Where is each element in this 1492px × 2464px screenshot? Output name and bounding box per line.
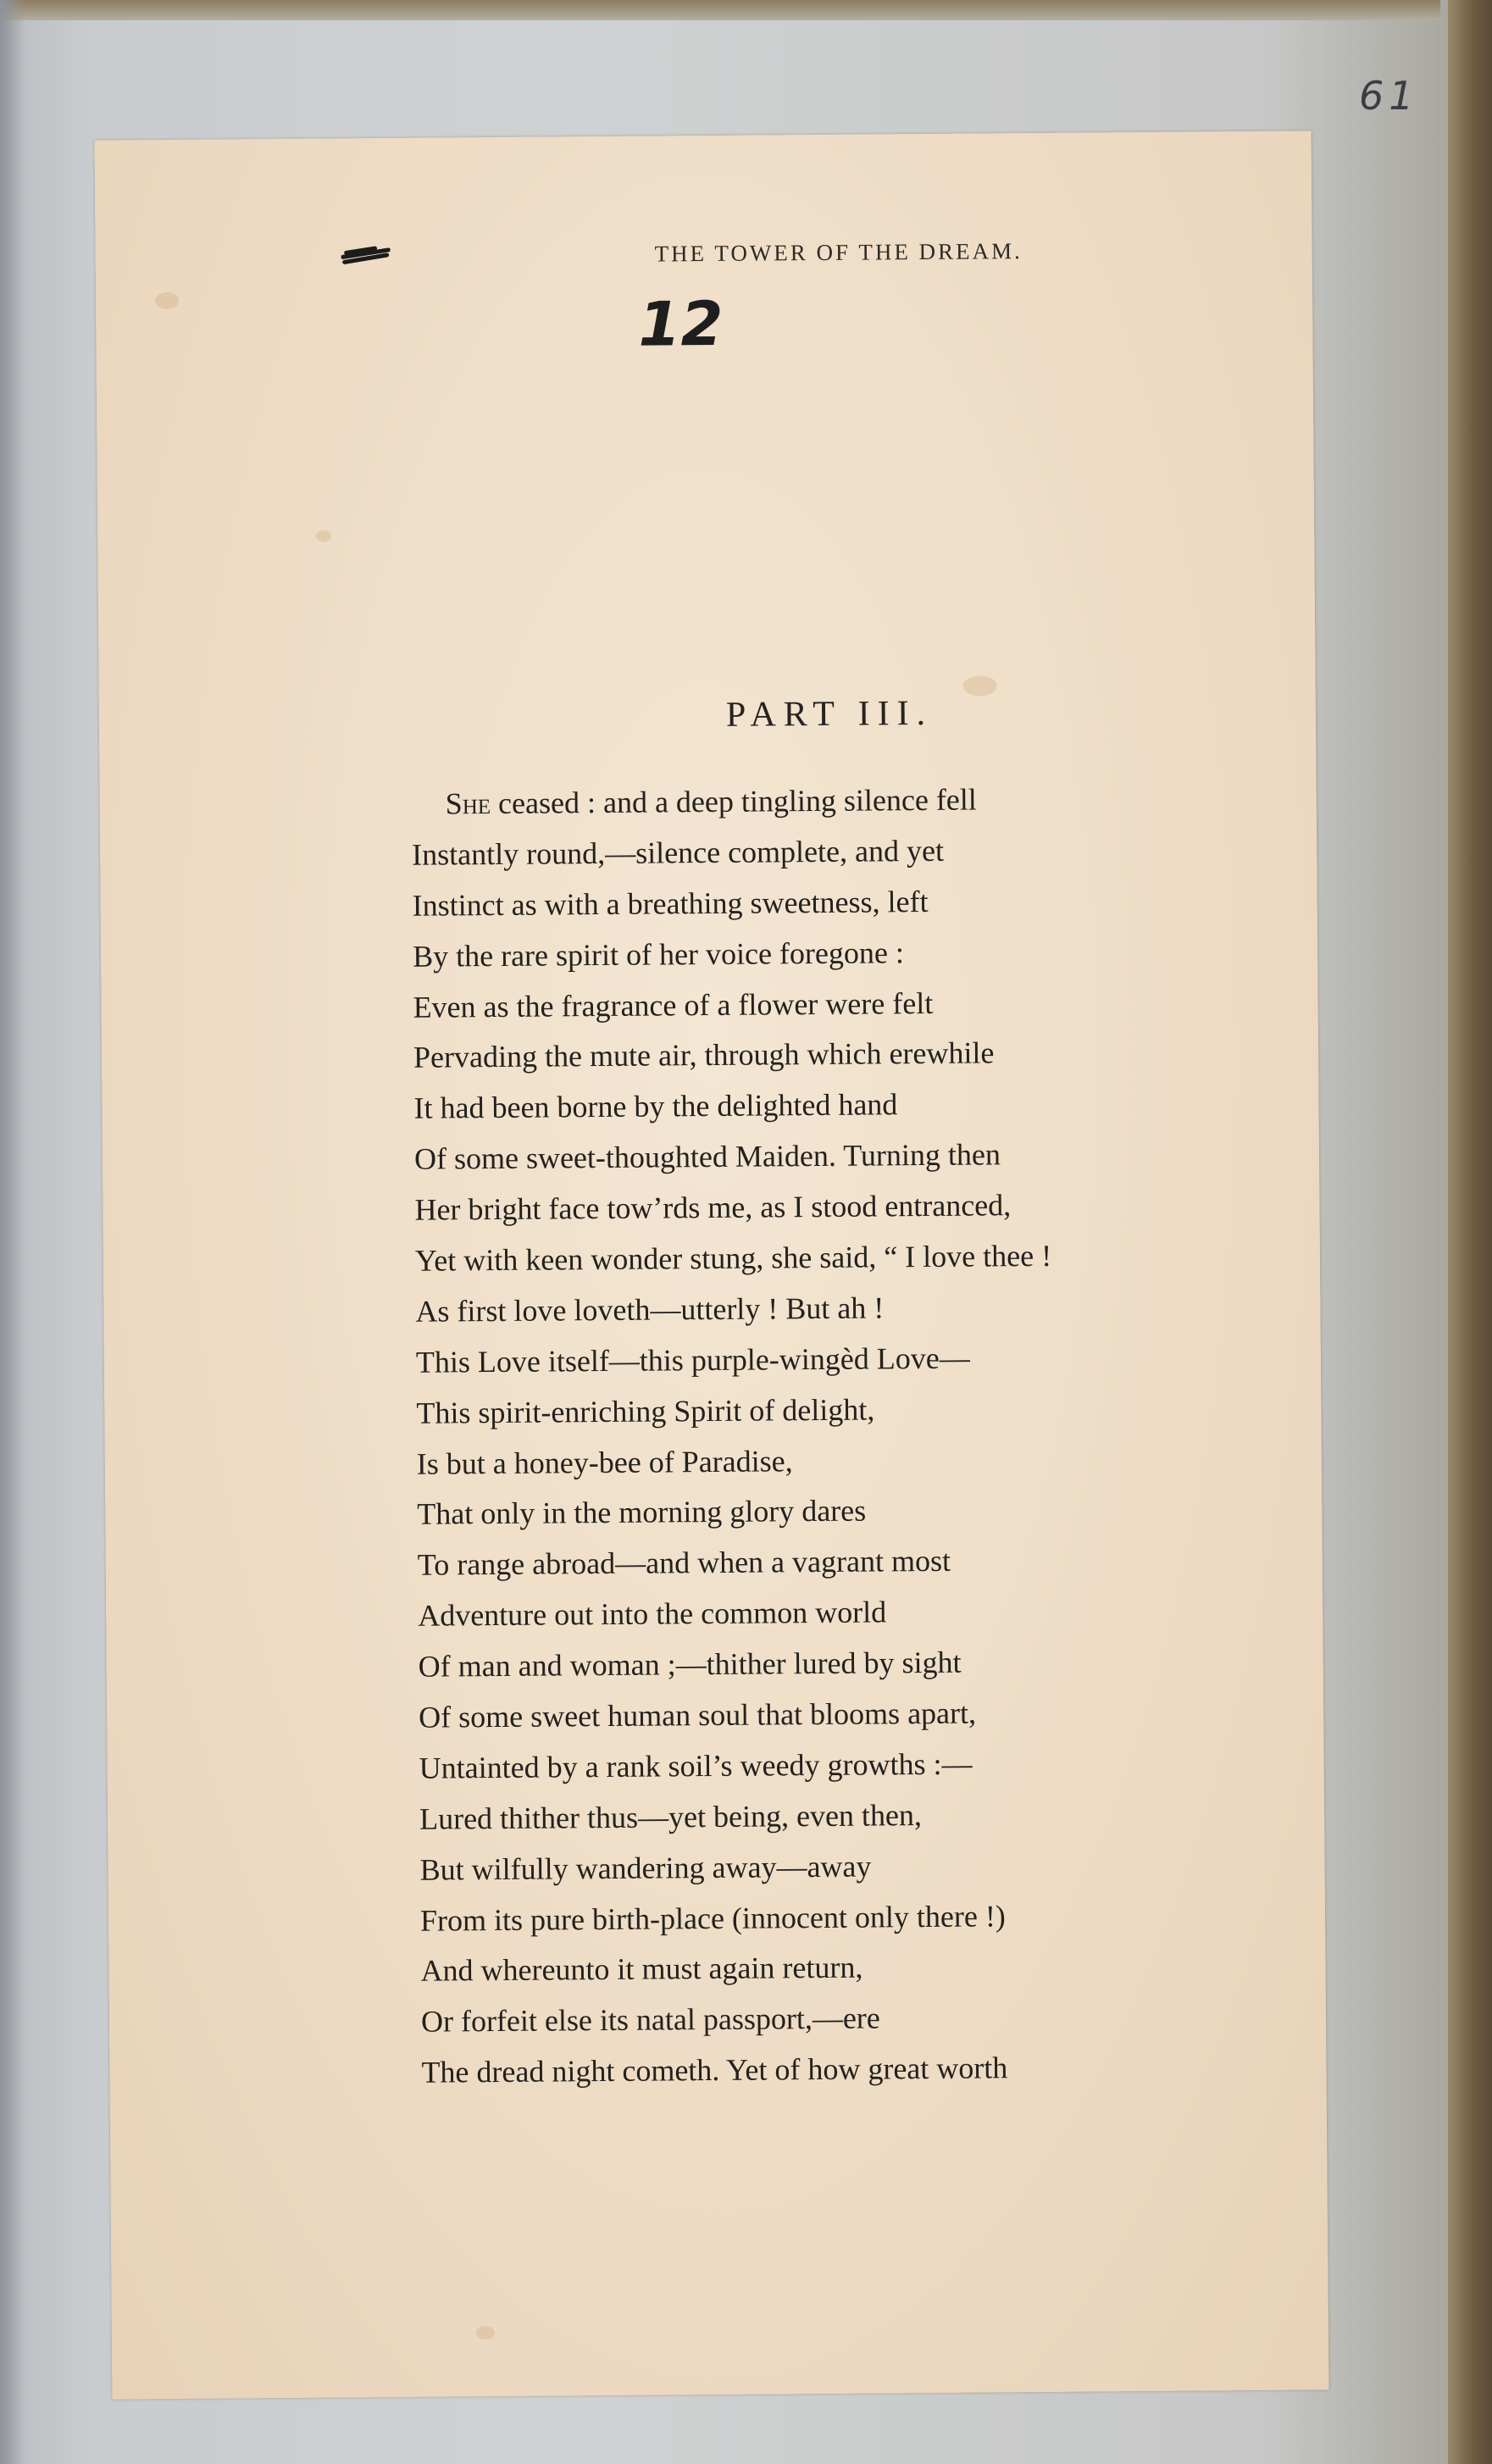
poem-line: From its pure birth-place (innocent only there !) xyxy=(419,1898,1006,1938)
paper-stain xyxy=(963,675,997,696)
poem-line: Of man and woman ;—thither lured by sight xyxy=(418,1645,962,1684)
poem-text xyxy=(411,774,1057,2099)
poem-line: Is but a honey-bee of Paradise, xyxy=(416,1443,793,1481)
poem-line: Of some sweet human soul that blooms apart, xyxy=(419,1695,977,1734)
folio-number: 61 xyxy=(1359,73,1419,119)
book-cover-edge xyxy=(1448,0,1492,2464)
handwritten-number: 12 xyxy=(637,287,724,360)
poem-line: To range abroad—and when a vagrant most xyxy=(417,1544,951,1583)
poem-line: Or forfeit else its natal passport,—ere xyxy=(420,2001,880,2039)
part-heading: PART III. xyxy=(725,693,934,735)
poem-line: But wilfully wandering away—away xyxy=(419,1849,872,1887)
poem-line: The dread night cometh. Yet of how great worth xyxy=(421,2051,1008,2089)
poem-line: As first love loveth—utterly ! But ah ! xyxy=(415,1290,885,1329)
poem-line-text: ceased : and a deep tingling silence fell xyxy=(490,782,977,821)
poem-line: Lured thither thus—yet being, even then, xyxy=(419,1797,923,1836)
poem-line: Adventure out into the common world xyxy=(418,1595,887,1633)
running-head: THE TOWER OF THE DREAM. xyxy=(654,238,1023,267)
poem-line: This spirit-enriching Spirit of delight, xyxy=(416,1392,875,1430)
poem-line: Pervading the mute air, through which erewhile xyxy=(413,1035,995,1075)
poem-line: And whereunto it must again return, xyxy=(420,1951,863,1989)
poem-line: Even as the fragrance of a flower were felt xyxy=(413,985,934,1024)
poem-line: It had been borne by the delighted hand xyxy=(413,1087,898,1126)
poem-line: Instantly round,—silence complete, and yet xyxy=(412,833,945,872)
paper-stain xyxy=(316,530,331,541)
ink-mark xyxy=(341,245,391,265)
poem-line: Yet with keen wonder stung, she said, “ I love thee ! xyxy=(414,1238,1052,1278)
poem-line: Of some sweet-thoughted Maiden. Turning then xyxy=(413,1137,1001,1176)
poem-line: Instinct as with a breathing sweetness, left xyxy=(412,884,929,923)
poem-line: Untainted by a rank soil’s weedy growths :— xyxy=(419,1746,973,1785)
poem-line: Her bright face tow’rds me, as I stood entranced, xyxy=(414,1188,1012,1227)
paper-stain xyxy=(476,2326,495,2339)
poem-line: That only in the morning glory dares xyxy=(417,1494,867,1532)
drop-initial: She xyxy=(445,786,491,821)
page-top-edge xyxy=(0,0,1440,20)
poem-line: By the rare spirit of her voice foregone : xyxy=(412,935,905,974)
printed-clipping xyxy=(95,130,1329,2399)
paper-stain xyxy=(155,292,179,309)
poem-line: This Love itself—this purple-wingèd Love— xyxy=(415,1340,970,1379)
poem-line xyxy=(411,774,1048,830)
binding-shadow xyxy=(0,0,25,2464)
